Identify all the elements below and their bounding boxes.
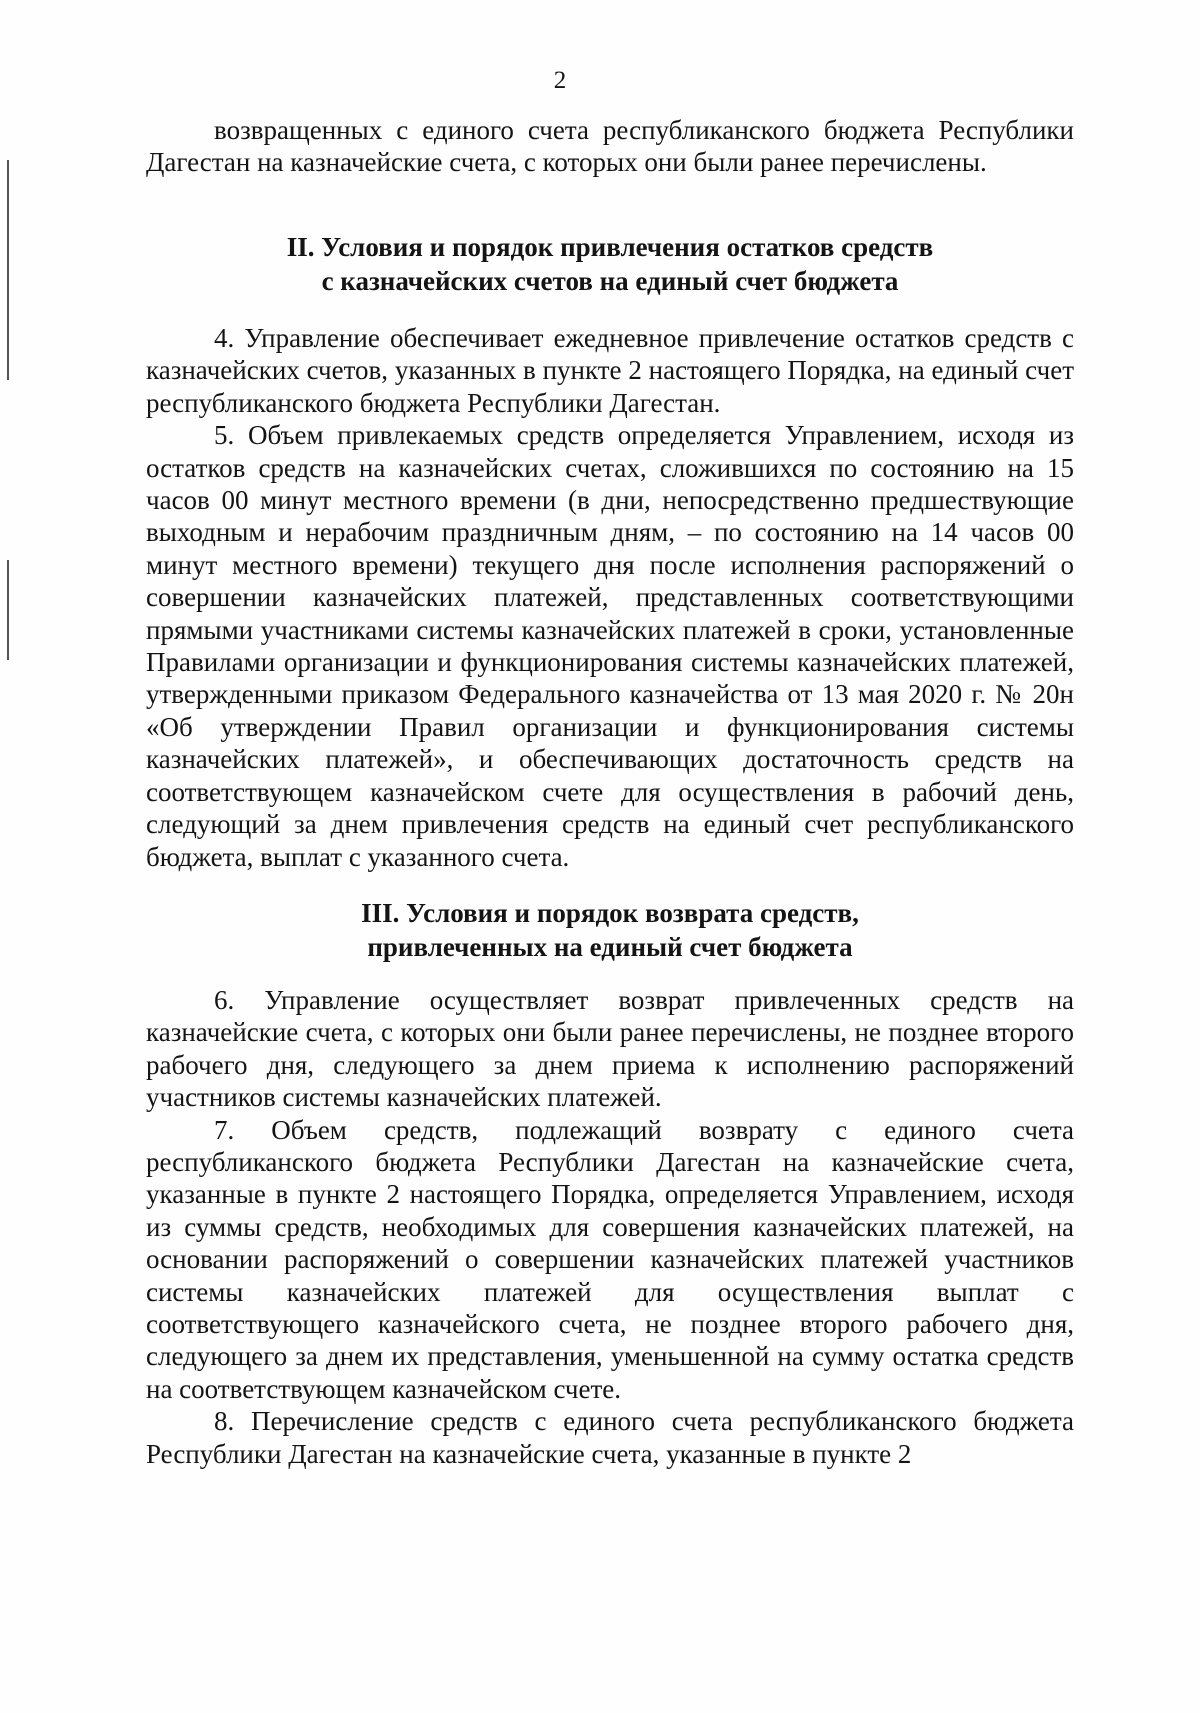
section-3-body (146, 984, 1074, 1470)
paragraph-4: 4. Управление обеспечивает ежедневное привлечение остатков средств с казначейских счетов, указанных в пункте 2 настоящего Порядка, на единый счет республиканского бюджета Республики Дагестан. (146, 323, 1074, 418)
intro-block (146, 114, 1074, 179)
section-2-heading-line-2: с казначейских счетов на единый счет бюджета (321, 266, 899, 296)
paragraph-6: 6. Управление осуществляет возврат привлеченных средств на казначейские счета, с которых они были ранее перечислены, не позднее второго рабочего дня, следующего за днем приема к исполнению распоряжений участников системы казначейских платежей. (146, 985, 1074, 1113)
section-3-heading (150, 896, 1070, 964)
section-3-heading-line-2: привлеченных на единый счет бюджета (367, 932, 853, 962)
page-number: 2 (553, 67, 567, 94)
section-2-body (146, 322, 1074, 873)
paragraph-7: 7. Объем средств, подлежащий возврату с единого счета республиканского бюджета Республики Дагестан на казначейские счета, указанные в пункте 2 настоящего Порядка, определяется Управлением, исходя из суммы средств, необходимых для совершения казначейских платежей, на основании распоряжений о совершении казначейских платежей участников системы казначейских платежей для осуществления выплат с соответствующего казначейского счета, не позднее второго рабочего дня, следующего за днем их представления, уменьшенной на сумму остатка средств на соответствующем казначейском счете. (146, 1114, 1074, 1404)
scan-edge-mark (7, 160, 9, 380)
section-2-heading-line-1: II. Условия и порядок привлечения остатков средств (286, 232, 934, 262)
section-3-heading-line-1: III. Условия и порядок возврата средств, (361, 898, 859, 928)
paragraph-5: 5. Объем привлекаемых средств определяется Управлением, исходя из остатков средств на казначейских счетах, сложившихся по состоянию на 15 часов 00 минут местного времени (в дни, непосредственно предшествующие выходным и нерабочим праздничным дням, – по состоянию на 14 часов 00 минут местного времени) текущего дня после исполнения распоряжений о совершении казначейских платежей, представленных соответствующими прямыми участниками системы казначейских платежей в сроки, установленные Правилами организации и функционирования системы казначейских платежей, утвержденными приказом Федерального казначейства от 13 мая 2020 г. № 20н «Об утверждении Правил организации и функционирования системы казначейских платежей», и обеспечивающих достаточность средств на соответствующем казначейском счете для осуществления в рабочий день, следующий за днем привлечения средств на единый счет республиканского бюджета, выплат с указанного счета. (146, 420, 1074, 872)
scan-edge-mark (7, 560, 9, 660)
paragraph-8: 8. Перечисление средств с единого счета республиканского бюджета Республики Дагестан на казначейские счета, указанные в пункте 2 (146, 1406, 1074, 1469)
section-2-heading (150, 230, 1070, 298)
intro-paragraph: возвращенных с единого счета республиканского бюджета Республики Дагестан на казначейские счета, с которых они были ранее перечислены. (146, 115, 1074, 178)
